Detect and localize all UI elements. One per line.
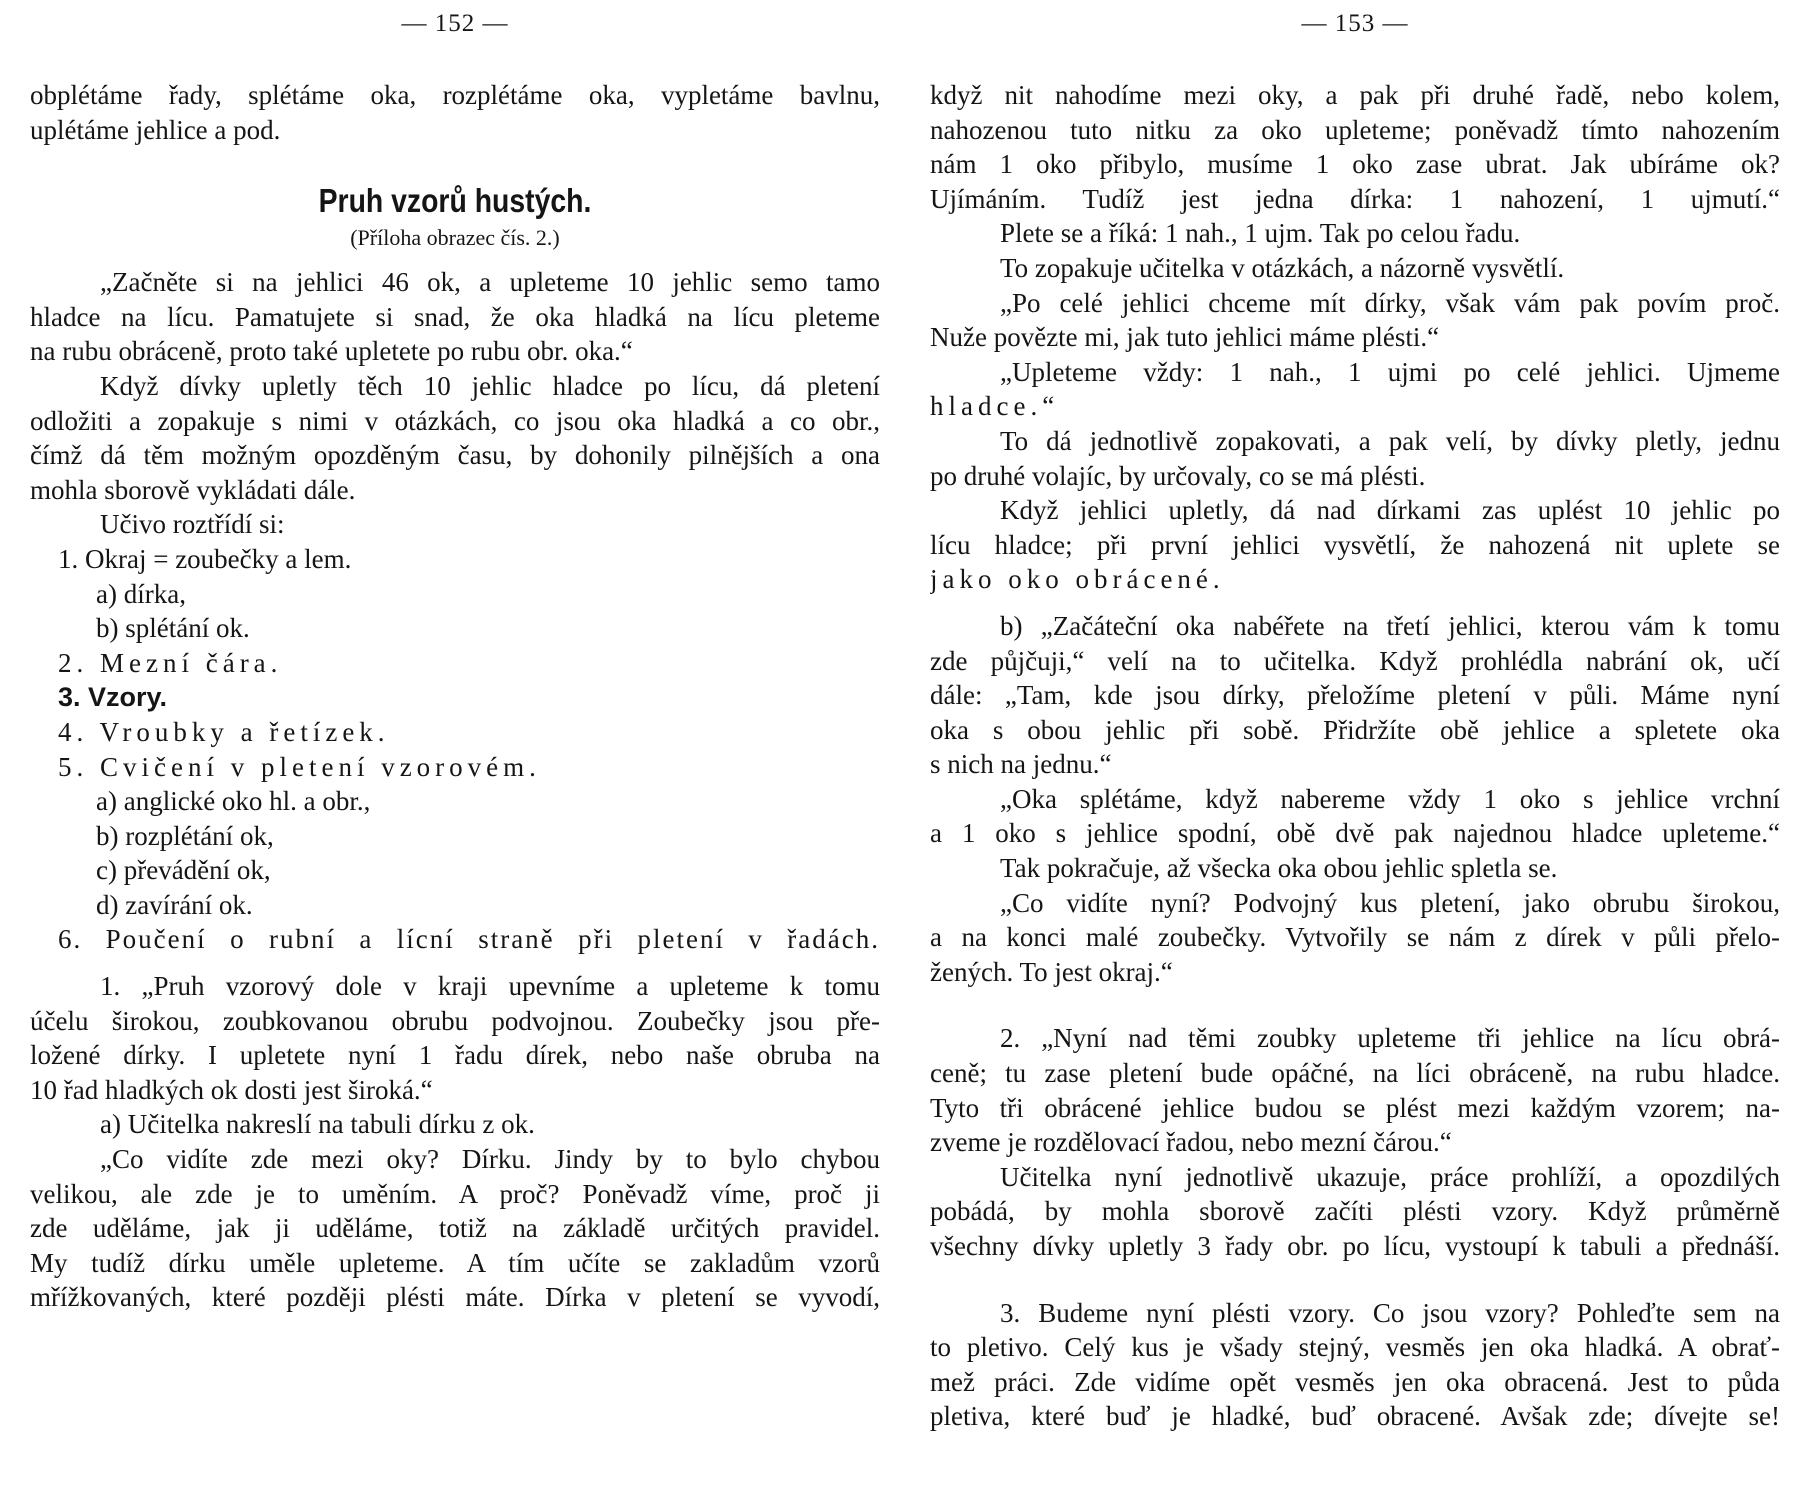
- text-line: pletiva, které buď je hladké, buď obracené. Avšak zde; dívejte se!: [930, 1401, 1780, 1432]
- text-line: na rubu obráceně, proto také upletete po rubu obr. oka.“: [30, 336, 633, 367]
- outline-item: 2. Mezní čára.: [58, 647, 283, 678]
- text-line: 3. Budeme nyní plésti vzory. Co jsou vzory? Pohleďte sem na: [1000, 1297, 1780, 1328]
- text-line: žených. To jest okraj.“: [930, 956, 1173, 987]
- text-line: Učivo roztřídí si:: [100, 509, 285, 540]
- text-line: zveme je rozdělovací řadou, nebo mezní čárou.“: [930, 1127, 1452, 1158]
- spacer: [930, 1264, 1780, 1296]
- text-line: dále: „Tam, kde jsou dírky, přeložíme pletení v půli. Máme nyní: [930, 680, 1780, 711]
- text-line: mež práci. Zde vidíme opět vesměs jen oka obracená. Jest to půda: [930, 1366, 1780, 1397]
- outline-subitem: b) splétání ok.: [96, 613, 250, 644]
- text-line: „Po celé jehlici chceme mít dírky, však vám pak povím proč.: [1000, 287, 1780, 318]
- text-line: 2. „Nyní nad těmi zoubky upleteme tři jehlice na lícu obrá-: [1000, 1023, 1780, 1054]
- text-line: oka s obou jehlic při sobě. Přidržíte obě jehlice a spletete oka: [930, 714, 1780, 745]
- text-line: Když jehlici upletly, dá nad dírkami zas uplést 10 jehlic po: [1000, 495, 1780, 526]
- text-line: hladce na lícu. Pamatujete si snad, že oka hladká na lícu pleteme: [30, 301, 880, 332]
- outline-subitem: a) dírka,: [96, 578, 186, 609]
- text-line: po druhé volajíc, by určovaly, co se má plésti.: [930, 460, 1426, 491]
- page-number: — 153 —: [1301, 10, 1409, 37]
- text-line: nám 1 oko přibylo, musíme 1 oko zase ubrat. Jak ubíráme ok?: [930, 149, 1780, 180]
- right-text-column: [930, 78, 1780, 1434]
- text-line: všechny dívky upletly 3 řady obr. po lícu, vystoupí k tabuli a přednáší.: [930, 1231, 1780, 1261]
- text-line: nahozenou tuto nitku za oko upleteme; poněvadž tímto nahozením: [930, 114, 1780, 145]
- text-line: zde půjčuji,“ velí na to učitelka. Když prohlédla nabrání ok, učí: [930, 645, 1780, 676]
- outline-item: 4. Vroubky a řetízek.: [58, 716, 390, 747]
- text-line: To zopakuje učitelka v otázkách, a názorně vysvětlí.: [1000, 252, 1565, 283]
- text-line: účelu širokou, zoubkovanou obrubu podvojnou. Zoubečky jsou pře-: [30, 1005, 880, 1036]
- text-line: Tyto tři obrácené jehlice budou se plést mezi každým vzorem; na-: [930, 1092, 1780, 1123]
- text-line: „Co vidíte zde mezi oky? Dírku. Jindy by to bylo chybou: [100, 1144, 880, 1175]
- text-line: uplétáme jehlice a pod.: [30, 114, 281, 145]
- text-line: zde uděláme, jak ji uděláme, totiž na základě určitých pravidel.: [30, 1213, 880, 1244]
- text-line: mohla sborově vykládati dále.: [30, 474, 356, 505]
- page-number: — 152 —: [401, 10, 509, 37]
- right-page: [930, 0, 1780, 1500]
- outline-item: 5. Cvičení v pletení vzorovém.: [58, 751, 541, 782]
- outline-item: 3. Vzory.: [58, 682, 168, 713]
- spacer: [930, 989, 1780, 1021]
- spacer: [30, 147, 880, 179]
- left-page: [30, 0, 880, 1500]
- spacer: [930, 597, 1780, 609]
- text-line: odložiti a zopakuje s nimi v otázkách, co jsou oka hladká a co obr.,: [30, 405, 880, 436]
- text-line: „Co vidíte nyní? Podvojný kus pletení, jako obrubu širokou,: [1000, 887, 1780, 918]
- text-line: a 1 oko s jehlice spodní, obě dvě pak najednou hladce upleteme.“: [930, 818, 1780, 849]
- text-line: to pletivo. Celý kus je všady stejný, vesměs jen oka hladká. A obrať-: [930, 1332, 1780, 1363]
- text-line: „Oka splétáme, když nabereme vždy 1 oko s jehlice vrchní: [1000, 783, 1780, 814]
- text-line: velikou, ale zde je to uměním. A proč? Poněvadž víme, proč ji: [30, 1178, 880, 1209]
- text-line: ceně; tu zase pletení bude opáčné, na líci obráceně, na rubu hladce.: [930, 1058, 1780, 1089]
- text-line: Ujímáním. Tudíž jest jedna dírka: 1 nahození, 1 ujmutí.“: [930, 183, 1780, 214]
- spacer: [30, 957, 880, 969]
- text-line: mřížkovaných, které později plésti máte. Dírka v pletení se vyvodí,: [30, 1282, 880, 1313]
- outline-item: 1. Okraj = zoubečky a lem.: [58, 543, 352, 574]
- text-line: a na konci malé zoubečky. Vytvořily se nám z dírek v půli přelo-: [930, 922, 1780, 953]
- text-line: když nit nahodíme mezi oky, a pak při druhé řadě, nebo kolem,: [930, 80, 1780, 110]
- text-line: „Začněte si na jehlici 46 ok, a upleteme 10 jehlic semo tamo: [100, 267, 880, 298]
- left-text-column: [30, 78, 880, 1315]
- text-line: hladce.“: [930, 391, 1060, 422]
- outline-subitem: a) anglické oko hl. a obr.,: [96, 786, 371, 817]
- text-line: s nich na jednu.“: [930, 749, 1112, 780]
- text-line: Když dívky upletly těch 10 jehlic hladce po lícu, dá pletení: [100, 370, 880, 401]
- section-heading: Pruh vzorů hustých.: [318, 182, 592, 220]
- text-line: „Upleteme vždy: 1 nah., 1 ujmi po celé jehlici. Ujmeme: [1000, 356, 1780, 387]
- text-line: obplétáme řady, splétáme oka, rozplétáme oka, vypletáme bavlnu,: [30, 80, 880, 110]
- text-line: pobádá, by mohla sborově začíti plésti vzory. Když průměrně: [930, 1196, 1780, 1227]
- text-line: Tak pokračuje, až všecka oka obou jehlic spletla se.: [1000, 853, 1558, 884]
- outline-subitem: d) zavírání ok.: [96, 889, 253, 920]
- spacer: [30, 253, 880, 265]
- text-line: jako oko obrácené.: [930, 564, 1225, 595]
- text-line: To dá jednotlivě zopakovati, a pak velí, by dívky pletly, jednu: [1000, 425, 1780, 456]
- text-line: 10 řad hladkých ok dosti jest široká.“: [30, 1074, 433, 1105]
- text-line: lícu hladce; při první jehlici vysvětlí, že nahozená nit uplete se: [930, 529, 1780, 560]
- text-line: b) „Začáteční oka nabéřete na třetí jehlici, kterou vám k tomu: [1000, 610, 1780, 641]
- text-line: ložené dírky. I upletete nyní 1 řadu dírek, nebo naše obruba na: [30, 1040, 880, 1071]
- outline-subitem: c) převádění ok,: [96, 855, 271, 886]
- text-line: My tudíž dírku uměle upleteme. A tím učíte se zakladům vzorů: [30, 1247, 880, 1278]
- text-line: čímž dá těm možným opozděným času, by dohonily pilnějších a ona: [30, 440, 880, 471]
- outline-item: 6. Poučení o rubní a lícní straně při pletení v řadách.: [58, 924, 880, 955]
- text-line: Nuže povězte mi, jak tuto jehlici máme plésti.“: [930, 322, 1440, 353]
- heading-caption: (Příloha obrazec čís. 2.): [350, 225, 560, 251]
- text-line: Učitelka nyní jednotlivě ukazuje, práce prohlíží, a opozdilých: [1000, 1161, 1780, 1192]
- text-line: 1. „Pruh vzorový dole v kraji upevníme a upleteme k tomu: [100, 971, 880, 1002]
- text-line: a) Učitelka nakreslí na tabuli dírku z ok.: [100, 1109, 535, 1140]
- outline-subitem: b) rozplétání ok,: [96, 820, 274, 851]
- text-line: Plete se a říká: 1 nah., 1 ujm. Tak po celou řadu.: [1000, 218, 1521, 249]
